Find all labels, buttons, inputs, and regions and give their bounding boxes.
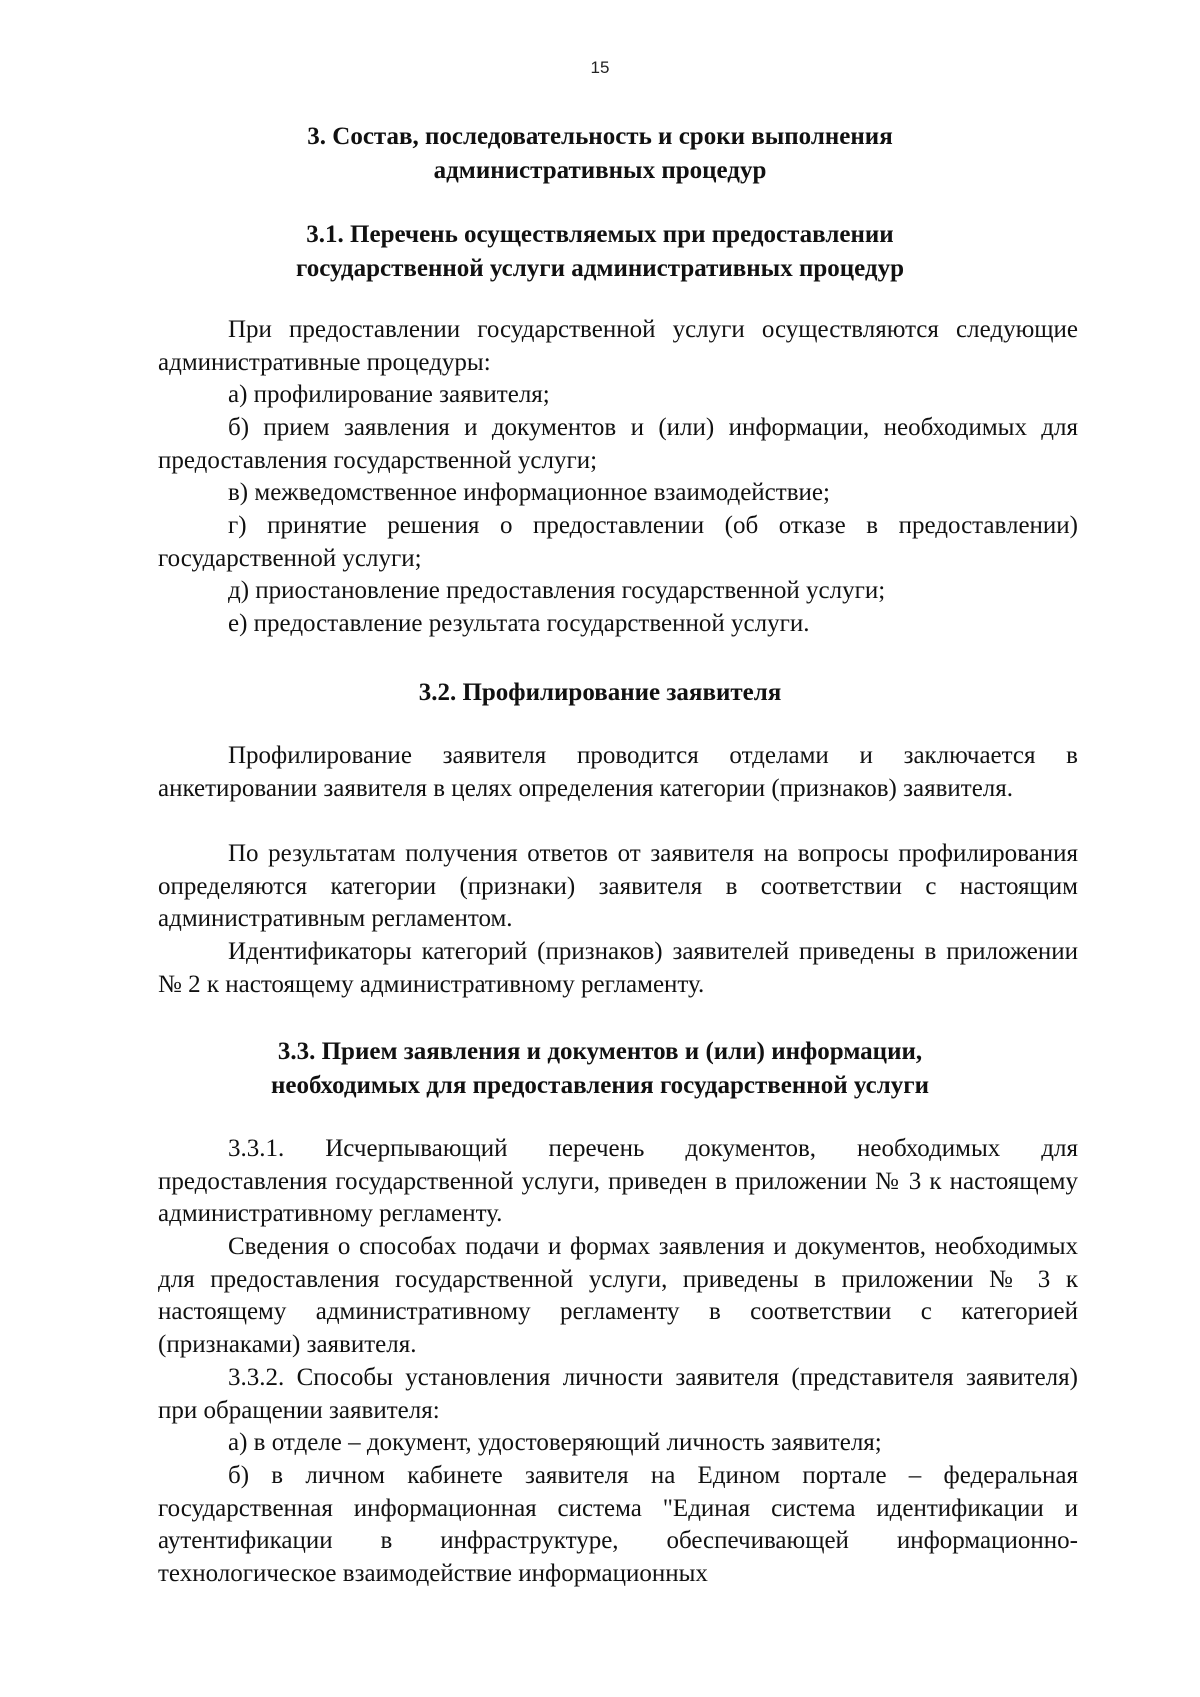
section-3-2-paragraph-3: Идентификаторы категорий (признаков) заявителей приведены в приложении № 2 к настоящему административному регламенту. (158, 938, 1078, 998)
section-3-2-paragraph-1: Профилирование заявителя проводится отделами и заключается в анкетировании заявителя в целях определения категории (признаков) заявителя. (158, 742, 1078, 802)
section-3-heading-line1: 3. Состав, последовательность и сроки выполнения (307, 123, 893, 150)
section-3-1-heading-line1: 3.1. Перечень осуществляемых при предоставлении (306, 221, 894, 248)
page-number: 15 (590, 58, 610, 77)
list-item-e: е) предоставление результата государственной услуги. (228, 610, 810, 637)
identity-method-a: а) в отделе – документ, удостоверяющий личность заявителя; (228, 1429, 882, 1456)
section-3-heading (140, 120, 1060, 188)
list-item-a: а) профилирование заявителя; (228, 381, 550, 408)
section-3-1-heading-line2: государственной услуги административных процедур (296, 255, 904, 282)
section-3-1-heading (140, 218, 1060, 286)
list-item-v: в) межведомственное информационное взаимодействие; (228, 479, 830, 506)
section-3-2-heading: 3.2. Профилирование заявителя (418, 679, 782, 706)
section-3-heading-line2: административных процедур (433, 157, 767, 184)
section-3-3-2-paragraph: 3.3.2. Способы установления личности заявителя (представителя заявителя) при обращении заявителя: (158, 1364, 1078, 1424)
list-item-d: д) приостановление предоставления государственной услуги; (228, 577, 886, 604)
section-3-3-heading-line1: 3.3. Прием заявления и документов и (или) информации, (277, 1038, 923, 1065)
section-3-3-heading (140, 1035, 1060, 1103)
section-3-1-intro: При предоставлении государственной услуги осуществляются следующие административные процедуры: (158, 316, 1078, 376)
list-item-b: б) прием заявления и документов и (или) информации, необходимых для предоставления государственной услуги; (158, 414, 1078, 474)
identity-method-b: б) в личном кабинете заявителя на Едином портале – федеральная государственная информационная система "Единая система идентификации и аутентификации в инфраструктуре, обеспечивающей информационно-технологическое взаимодействие информационных (158, 1462, 1078, 1587)
section-3-3-heading-line2: необходимых для предоставления государственной услуги (271, 1072, 929, 1099)
section-3-2-paragraph-2: По результатам получения ответов от заявителя на вопросы профилирования определяются категории (признаки) заявителя в соответствии с настоящим административным регламентом. (158, 840, 1078, 932)
list-item-g: г) принятие решения о предоставлении (об отказе в предоставлении) государственной услуги; (158, 512, 1078, 572)
section-3-3-1-paragraph: 3.3.1. Исчерпывающий перечень документов, необходимых для предоставления государственной услуги, приведен в приложении № 3 к настоящему административному регламенту. (158, 1135, 1078, 1227)
section-3-3-details-paragraph: Сведения о способах подачи и формах заявления и документов, необходимых для предоставления государственной услуги, приведены в приложении № 3 к настоящему административному регламенту в соответствии с категорией (признаками) заявителя. (158, 1233, 1078, 1358)
